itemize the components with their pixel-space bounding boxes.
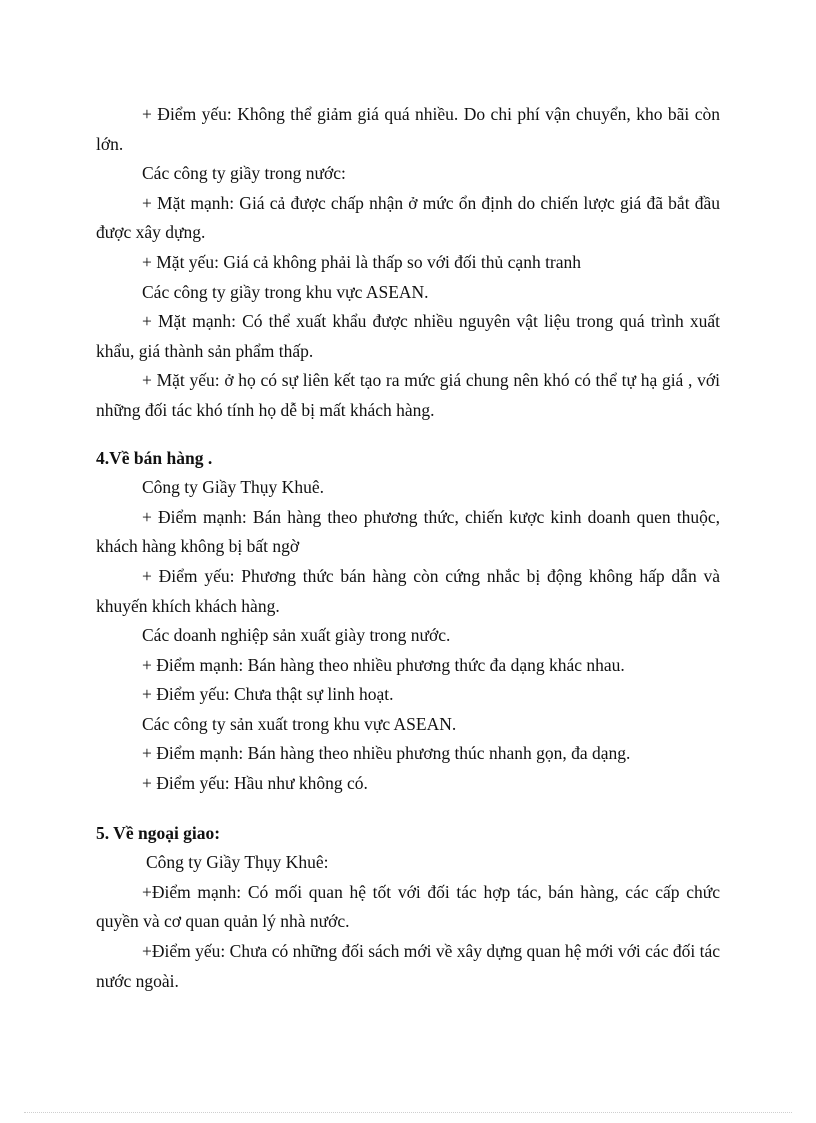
paragraph-diplomacy-weakness: +Điểm yếu: Chưa có những đối sách mới về xây dựng quan hệ mới với các đối tác nước ngoài. xyxy=(96,941,720,991)
paragraph-diplomacy-thuy-khue: Công ty Giầy Thụy Khuê: xyxy=(146,852,329,873)
page-bottom-divider xyxy=(24,1112,792,1113)
paragraph-domestic-price-strength: + Mặt mạnh: Giá cả được chấp nhận ở mức ổn định do chiến lược giá đã bắt đầu được xây dựng. xyxy=(96,192,720,243)
paragraph-price-weakness-thuy-khue: + Điểm yếu: Không thể giảm giá quá nhiều. Do chi phí vận chuyển, kho bãi còn lớn. xyxy=(96,104,720,154)
paragraph-sales-asean-weakness: + Điểm yếu: Hầu như không có. xyxy=(142,773,368,794)
paragraph-sales-asean-strength: + Điểm mạnh: Bán hàng theo nhiều phương thúc nhanh gọn, đa dạng. xyxy=(142,743,631,764)
document-body xyxy=(96,100,720,996)
paragraph-domestic-price-weakness: + Mặt yếu: Giá cả không phải là thấp so với đối thủ cạnh tranh xyxy=(142,251,582,272)
section-heading-sales: 4.Về bán hàng . xyxy=(96,447,213,468)
paragraph-sales-domestic-weakness: + Điểm yếu: Chưa thật sự linh hoạt. xyxy=(142,684,394,705)
paragraph-diplomacy-strength: +Điểm mạnh: Có mối quan hệ tốt với đối tác hợp tác, bán hàng, các cấp chức quyền và cơ quan quản lý nhà nước. xyxy=(96,881,720,932)
paragraph-domestic-companies: Các công ty giầy trong nước: xyxy=(142,163,346,184)
paragraph-asean-price-strength: + Mặt mạnh: Có thể xuất khẩu được nhiều nguyên vật liệu trong quá trình xuất khẩu, giá thành sản phẩm thấp. xyxy=(96,311,720,361)
section-heading-diplomacy: 5. Về ngoại giao: xyxy=(96,822,221,843)
paragraph-sales-domestic-strength: + Điểm mạnh: Bán hàng theo nhiều phương thức đa dạng khác nhau. xyxy=(142,654,625,675)
paragraph-asean-price-weakness: + Mặt yếu: ở họ có sự liên kết tạo ra mức giá chung nên khó có thể tự hạ giá , với những đối tác khó tính họ dễ bị mất khách hàng. xyxy=(96,370,720,420)
paragraph-sales-thuy-khue: Công ty Giầy Thụy Khuê. xyxy=(142,477,324,498)
paragraph-sales-asean: Các công ty sản xuất trong khu vực ASEAN. xyxy=(142,713,457,734)
paragraph-sales-thuy-khue-strength: + Điểm mạnh: Bán hàng theo phương thức, chiến kược kinh doanh quen thuộc, khách hàng không bị bất ngờ xyxy=(96,506,720,557)
paragraph-asean-companies: Các công ty giầy trong khu vực ASEAN. xyxy=(142,281,429,302)
paragraph-sales-thuy-khue-weakness: + Điểm yếu: Phương thức bán hàng còn cứng nhắc bị động không hấp dẫn và khuyến khích khách hàng. xyxy=(96,565,720,616)
paragraph-sales-domestic: Các doanh nghiệp sản xuất giày trong nước. xyxy=(142,625,451,646)
